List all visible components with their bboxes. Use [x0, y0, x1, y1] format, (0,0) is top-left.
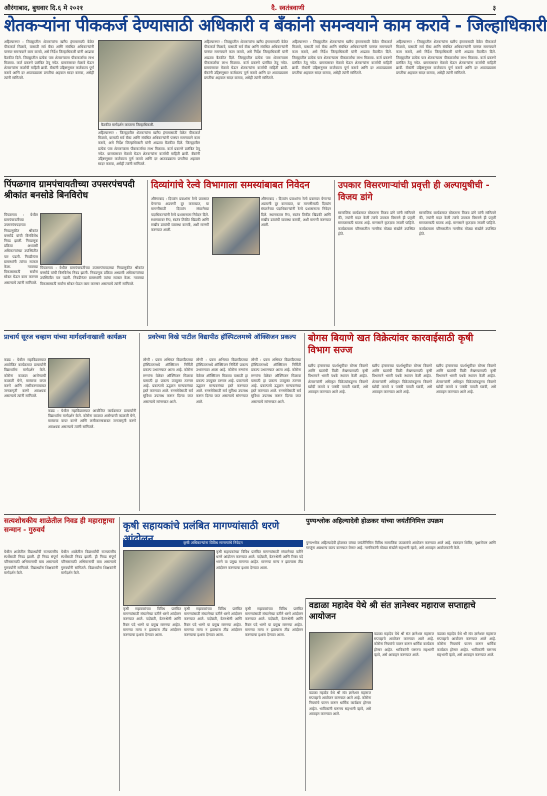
article-9-photo [123, 550, 215, 606]
article-2-body: औरंगाबाद : दिव्यांग प्रवाशांना रेल्वे प्रवासात येणाऱ्या अडचणी दूर कराव्यात, या मागणीसाठी दिव्यांग संघटनेच्या पदाधिकाऱ्यांनी रेल्वे प्रशासनाला निवेदन दिले. स्थानकावर रॅम्प, स्वतंत्र तिकीट खिडकी आणि राखीव डब्यांची व्यवस्था करावी, अशी मागणी करण्यात आली. [151, 197, 209, 233]
article-5-headline: प्रवरेच्या विखे पाटील विद्यापीठ हॉस्पिटलमध्ये ऑक्सिजन प्रकल्प [148, 333, 296, 341]
masthead [4, 0, 496, 15]
article-1-photo [40, 213, 82, 265]
article-6-headline: बोगस बियाणे खत विक्रेत्यांवर कारवाईसाठी कृषी विभाग सज्ज [308, 333, 474, 356]
article-2-photo [212, 197, 260, 255]
article-9-body-cont: कृषी सहायकांच्या विविध प्रलंबित मागण्यांसाठी संघटनेच्या वतीने धरणे आंदोलन करण्यात आले. पदोन्नती, वेतनश्रेणी आणि रिक्त पदे भरणे या प्रमुख मागण्या आहेत. मागण्या मान्य न झाल्यास तीव्र आंदोलन करण्याचा इशारा देण्यात आला. [123, 607, 181, 638]
article-8-body: येथील शाळेतील विद्यार्थ्यांची राज्यस्तरीय स्पर्धेसाठी निवड झाली. ही निवड संपूर्ण परिसरासाठी अभिमानाची बाब असल्याचे गुरुवर्यांनी सांगितले. विद्यार्थ्यांना शिक्षकांनी मार्गदर्शन केले. [4, 550, 58, 575]
divider [139, 333, 140, 511]
lead-headline: शेतकऱ्यांना पीककर्ज देण्यासाठी अधिकारी व बँकांनी समन्वयाने काम करावे - जिल्हाधिकारी [4, 16, 547, 36]
article-10-body-cont2: वडाळा महादेव येथे श्री संत ज्ञानेश्वर महाराज सप्ताहाचे आयोजन करण्यात आले आहे. कोरोना नियमांचे पालन करून धार्मिक कार्यक्रम होणार आहेत. भाविकांनी घरूनच सहभागी व्हावे, असे आवाहन करण्यात आले. [309, 691, 371, 716]
article-10-body-cont: वडाळा महादेव येथे श्री संत ज्ञानेश्वर महाराज सप्ताहाचे आयोजन करण्यात आले आहे. कोरोना नियमांचे पालन करून धार्मिक कार्यक्रम होणार आहेत. भाविकांनी घरूनच सहभागी व्हावे, असे आवाहन करण्यात आले. [437, 632, 496, 657]
divider [4, 330, 496, 331]
issue-date: औरंगाबाद, बुधवार दि.६ मे २०२१ [4, 3, 84, 12]
lead-body-col3: अहिल्यानगर : जिल्ह्यातील शेतकऱ्यांना खरीप हंगामासाठी वेळेत पीककर्ज मिळावे, यासाठी सर्व बँका आणि संबंधित अधिकाऱ्यांनी परस्पर समन्वयाने काम करावे, असे निर्देश जिल्हाधिकारी यांनी आढावा बैठकीत दिले. जिल्ह्यातील प्रत्येक पात्र शेतकऱ्याला पीककर्जाचा लाभ मिळावा. कर्ज प्रकरणे प्रलंबित ठेवू नयेत. ग्रामस्तरावर मेळावे घेऊन शेतकऱ्यांना कर्जाची माहिती द्यावी. बँकांनी उद्दिष्टानुसार कर्जवाटप पूर्ण करावे आणि दर आठवड्याला प्रगतीचा अहवाल सादर करावा, असेही त्यांनी सांगितले. [204, 40, 288, 81]
article-8-headline: सत्यशोधकीय शाळेतील निवड ही महाराष्ट्राचा सन्मान - गुरुवर्य [4, 517, 115, 534]
article-4-photo [48, 358, 90, 408]
article-9-subhead: कृषी अधिकाऱ्यांना विविध मागण्यांचे निवेदन [123, 540, 303, 547]
lead-photo [98, 40, 202, 130]
article-9-body-cont3: कृषी सहायकांच्या विविध प्रलंबित मागण्यांसाठी संघटनेच्या वतीने धरणे आंदोलन करण्यात आले. पदोन्नती, वेतनश्रेणी आणि रिक्त पदे भरणे या प्रमुख मागण्या आहेत. मागण्या मान्य न झाल्यास तीव्र आंदोलन करण्याचा इशारा देण्यात आला. [245, 607, 303, 638]
lead-body-col2: अहिल्यानगर : जिल्ह्यातील शेतकऱ्यांना खरीप हंगामासाठी वेळेत पीककर्ज मिळावे, यासाठी सर्व बँका आणि संबंधित अधिकाऱ्यांनी परस्पर समन्वयाने काम करावे, असे निर्देश जिल्हाधिकारी यांनी आढावा बैठकीत दिले. जिल्ह्यातील प्रत्येक पात्र शेतकऱ्याला पीककर्जाचा लाभ मिळावा. कर्ज प्रकरणे प्रलंबित ठेवू नयेत. ग्रामस्तरावर मेळावे घेऊन शेतकऱ्यांना कर्जाची माहिती द्यावी. बँकांनी उद्दिष्टानुसार कर्जवाटप पूर्ण करावे आणि दर आठवड्याला प्रगतीचा अहवाल सादर करावा, असेही त्यांनी सांगितले. [98, 131, 200, 167]
article-9-body: कृषी सहायकांच्या विविध प्रलंबित मागण्यांसाठी संघटनेच्या वतीने धरणे आंदोलन करण्यात आले. पदोन्नती, वेतनश्रेणी आणि रिक्त पदे भरणे या प्रमुख मागण्या आहेत. मागण्या मान्य न झाल्यास तीव्र आंदोलन करण्याचा इशारा देण्यात आला. [216, 550, 303, 570]
divider [119, 517, 120, 791]
lead-body-col1: अहिल्यानगर : जिल्ह्यातील शेतकऱ्यांना खरीप हंगामासाठी वेळेत पीककर्ज मिळावे, यासाठी सर्व बँका आणि संबंधित अधिकाऱ्यांनी परस्पर समन्वयाने काम करावे, असे निर्देश जिल्हाधिकारी यांनी आढावा बैठकीत दिले. जिल्ह्यातील प्रत्येक पात्र शेतकऱ्याला पीककर्जाचा लाभ मिळावा. कर्ज प्रकरणे प्रलंबित ठेवू नयेत. ग्रामस्तरावर मेळावे घेऊन शेतकऱ्यांना कर्जाची माहिती द्यावी. बँकांनी उद्दिष्टानुसार कर्जवाटप पूर्ण करावे आणि दर आठवड्याला प्रगतीचा अहवाल सादर करावा, असेही त्यांनी सांगितले. [4, 40, 94, 81]
article-5-body-cont2: लोणी : प्रवरा अभिमत विद्यापीठाच्या हॉस्पिटलमध्ये ऑक्सिजन निर्मिती प्रकल्प उभारण्यात आला आहे. कोरोना रुग्णांना वेळेवर ऑक्सिजन मिळावा यासाठी हा प्रकल्प उपयुक्त ठरणार आहे. प्रकल्पाचे उद्घाटन मान्यवरांच्या हस्ते करण्यात आले. रुग्णसेवेसाठी सर्व सुविधा उपलब्ध करून दिल्या जात असल्याचे सांगण्यात आले. [251, 358, 301, 404]
divider [147, 180, 148, 326]
paper-name: दै. स्वतंत्रवाणी [271, 3, 305, 12]
article-1-headline: पिंपळगाव ग्रामपंचायतीच्या उपसरपंचपदी श्रीकांत बनसोडे बिनविरोध [4, 180, 135, 201]
divider [304, 333, 305, 511]
article-3-body: सामाजिक कार्यक्रमात बोलताना विजय डांगे यांनी सांगितले की, ज्यांनी मदत केली त्यांचे उपकार विसरणे ही प्रवृत्ती समाजासाठी घातक आहे. माणसाने कृतज्ञता जपली पाहिजे. कार्यक्रमाला परिसरातील नागरिक मोठ्या संख्येने उपस्थित होते. [338, 211, 415, 236]
divider [306, 598, 496, 599]
article-6-body-cont: खरीप हंगामाच्या पार्श्वभूमीवर बोगस बियाणे आणि खतांची विक्री रोखण्यासाठी कृषी विभागाने भरारी पथके स्थापन केली आहेत. शेतकऱ्यांनी अधिकृत विक्रेत्यांकडूनच बियाणे खरेदी करावे व पक्की पावती घ्यावी, असे आवाहन करण्यात आले आहे. [372, 364, 432, 395]
article-3-body-cont: सामाजिक कार्यक्रमात बोलताना विजय डांगे यांनी सांगितले की, ज्यांनी मदत केली त्यांचे उपकार विसरणे ही प्रवृत्ती समाजासाठी घातक आहे. माणसाने कृतज्ञता जपली पाहिजे. कार्यक्रमाला परिसरातील नागरिक मोठ्या संख्येने उपस्थित होते. [419, 211, 496, 236]
article-2-body-cont: औरंगाबाद : दिव्यांग प्रवाशांना रेल्वे प्रवासात येणाऱ्या अडचणी दूर कराव्यात, या मागणीसाठी दिव्यांग संघटनेच्या पदाधिकाऱ्यांनी रेल्वे प्रशासनाला निवेदन दिले. स्थानकावर रॅम्प, स्वतंत्र तिकीट खिडकी आणि राखीव डब्यांची व्यवस्था करावी, अशी मागणी करण्यात आली. [261, 197, 331, 228]
article-1-body-cont: पिंपळगाव : येथील ग्रामपंचायतीच्या उपसरपंचपदाच्या निवडणुकीत श्रीकांत बनसोडे यांची बिनविरोध निवड झाली. निवडणूक प्रक्रिया अध्यासी अधिकाऱ्यांच्या उपस्थितीत पार पडली. निवडीनंतर ग्रामस्थांनी त्यांचा सत्कार केला. गावाच्या विकासासाठी सर्वांना सोबत घेऊन काम करणार असल्याचे त्यांनी सांगितले. [40, 266, 144, 286]
article-10-body: वडाळा महादेव येथे श्री संत ज्ञानेश्वर महाराज सप्ताहाचे आयोजन करण्यात आले आहे. कोरोना नियमांचे पालन करून धार्मिक कार्यक्रम होणार आहेत. भाविकांनी घरूनच सहभागी व्हावे, असे आवाहन करण्यात आले. [374, 632, 434, 657]
article-4-headline: प्राचार्य सूरज चव्हाण यांच्या मार्गदर्शनाखाली कार्यक्रम [4, 333, 127, 341]
article-4-body-cont: कन्नड : येथील महाविद्यालयात आयोजित कार्यक्रमात प्राचार्यांनी विद्यार्थ्यांना मार्गदर्शन केले. कोरोना काळात आरोग्याची काळजी घेणे, मास्कचा वापर करणे आणि लसीकरणाबाबत जनजागृती करणे आवश्यक असल्याचे त्यांनी सांगितले. [48, 409, 136, 429]
article-6-body: खरीप हंगामाच्या पार्श्वभूमीवर बोगस बियाणे आणि खतांची विक्री रोखण्यासाठी कृषी विभागाने भरारी पथके स्थापन केली आहेत. शेतकऱ्यांनी अधिकृत विक्रेत्यांकडूनच बियाणे खरेदी करावे व पक्की पावती घ्यावी, असे आवाहन करण्यात आले आहे. [308, 364, 368, 395]
article-2-headline: दिव्यांगांचे रेल्वे विभागाला समस्यांबाबत निवेदन [151, 180, 310, 191]
article-10-headline: वडाळा महादेव येथे श्री संत ज्ञानेश्वर महाराज सप्ताहाचे आयोजन [309, 601, 476, 622]
lead-body-col4: अहिल्यानगर : जिल्ह्यातील शेतकऱ्यांना खरीप हंगामासाठी वेळेत पीककर्ज मिळावे, यासाठी सर्व बँका आणि संबंधित अधिकाऱ्यांनी परस्पर समन्वयाने काम करावे, असे निर्देश जिल्हाधिकारी यांनी आढावा बैठकीत दिले. जिल्ह्यातील प्रत्येक पात्र शेतकऱ्याला पीककर्जाचा लाभ मिळावा. कर्ज प्रकरणे प्रलंबित ठेवू नयेत. ग्रामस्तरावर मेळावे घेऊन शेतकऱ्यांना कर्जाची माहिती द्यावी. बँकांनी उद्दिष्टानुसार कर्जवाटप पूर्ण करावे आणि दर आठवड्याला प्रगतीचा अहवाल सादर करावा, असेही त्यांनी सांगितले. [292, 40, 392, 76]
article-9-headline: कृषी सहायकांचे प्रलंबित मागण्यांसाठी धरणे [123, 521, 280, 532]
article-5-body: लोणी : प्रवरा अभिमत विद्यापीठाच्या हॉस्पिटलमध्ये ऑक्सिजन निर्मिती प्रकल्प उभारण्यात आला आहे. कोरोना रुग्णांना वेळेवर ऑक्सिजन मिळावा यासाठी हा प्रकल्प उपयुक्त ठरणार आहे. प्रकल्पाचे उद्घाटन मान्यवरांच्या हस्ते करण्यात आले. रुग्णसेवेसाठी सर्व सुविधा उपलब्ध करून दिल्या जात असल्याचे सांगण्यात आले. [143, 358, 193, 404]
page-number: ३ [492, 3, 496, 12]
article-8-body-cont: येथील शाळेतील विद्यार्थ्यांची राज्यस्तरीय स्पर्धेसाठी निवड झाली. ही निवड संपूर्ण परिसरासाठी अभिमानाची बाब असल्याचे गुरुवर्यांनी सांगितले. विद्यार्थ्यांना शिक्षकांनी मार्गदर्शन केले. [61, 550, 116, 575]
divider [4, 176, 496, 177]
divider [305, 598, 306, 791]
lead-body-col5: अहिल्यानगर : जिल्ह्यातील शेतकऱ्यांना खरीप हंगामासाठी वेळेत पीककर्ज मिळावे, यासाठी सर्व बँका आणि संबंधित अधिकाऱ्यांनी परस्पर समन्वयाने काम करावे, असे निर्देश जिल्हाधिकारी यांनी आढावा बैठकीत दिले. जिल्ह्यातील प्रत्येक पात्र शेतकऱ्याला पीककर्जाचा लाभ मिळावा. कर्ज प्रकरणे प्रलंबित ठेवू नयेत. ग्रामस्तरावर मेळावे घेऊन शेतकऱ्यांना कर्जाची माहिती द्यावी. बँकांनी उद्दिष्टानुसार कर्जवाटप पूर्ण करावे आणि दर आठवड्याला प्रगतीचा अहवाल सादर करावा, असेही त्यांनी सांगितले. [396, 40, 496, 76]
article-5-body-cont: लोणी : प्रवरा अभिमत विद्यापीठाच्या हॉस्पिटलमध्ये ऑक्सिजन निर्मिती प्रकल्प उभारण्यात आला आहे. कोरोना रुग्णांना वेळेवर ऑक्सिजन मिळावा यासाठी हा प्रकल्प उपयुक्त ठरणार आहे. प्रकल्पाचे उद्घाटन मान्यवरांच्या हस्ते करण्यात आले. रुग्णसेवेसाठी सर्व सुविधा उपलब्ध करून दिल्या जात असल्याचे सांगण्यात आले. [196, 358, 248, 404]
article-10-photo [309, 632, 373, 690]
article-9-body-cont2: कृषी सहायकांच्या विविध प्रलंबित मागण्यांसाठी संघटनेच्या वतीने धरणे आंदोलन करण्यात आले. पदोन्नती, वेतनश्रेणी आणि रिक्त पदे भरणे या प्रमुख मागण्या आहेत. मागण्या मान्य न झाल्यास तीव्र आंदोलन करण्याचा इशारा देण्यात आला. [184, 607, 242, 638]
article-1-body: पिंपळगाव : येथील ग्रामपंचायतीच्या उपसरपंचपदाच्या निवडणुकीत श्रीकांत बनसोडे यांची बिनविरोध निवड झाली. निवडणूक प्रक्रिया अध्यासी अधिकाऱ्यांच्या उपस्थितीत पार पडली. निवडीनंतर ग्रामस्थांनी त्यांचा सत्कार केला. गावाच्या विकासासाठी सर्वांना सोबत घेऊन काम करणार असल्याचे त्यांनी सांगितले. [4, 213, 38, 285]
lead-photo-caption: बैठकीत मार्गदर्शन करताना जिल्हाधिकारी. [99, 122, 201, 129]
article-7-body: पुण्यश्लोक अहिल्यादेवी होळकर यांच्या जयंतीनिमित्त विविध सामाजिक उपक्रमांचे आयोजन करण्यात आले आहे. रक्तदान शिबिर, वृक्षारोपण आणि गरजूंना अन्नधान्य वाटप करण्यात येणार आहे. नागरिकांनी मोठ्या संख्येने सहभागी व्हावे, असे आवाहन आयोजकांनी केले. [306, 541, 496, 551]
divider [334, 180, 335, 326]
divider [4, 514, 496, 515]
article-3-headline: उपकार विसरणाऱ्यांची प्रवृत्ती ही अल्पायुषीची - विजय डांगे [338, 181, 490, 203]
article-6-body-cont2: खरीप हंगामाच्या पार्श्वभूमीवर बोगस बियाणे आणि खतांची विक्री रोखण्यासाठी कृषी विभागाने भरारी पथके स्थापन केली आहेत. शेतकऱ्यांनी अधिकृत विक्रेत्यांकडूनच बियाणे खरेदी करावे व पक्की पावती घ्यावी, असे आवाहन करण्यात आले आहे. [436, 364, 496, 395]
article-4-body: कन्नड : येथील महाविद्यालयात आयोजित कार्यक्रमात प्राचार्यांनी विद्यार्थ्यांना मार्गदर्शन केले. कोरोना काळात आरोग्याची काळजी घेणे, मास्कचा वापर करणे आणि लसीकरणाबाबत जनजागृती करणे आवश्यक असल्याचे त्यांनी सांगितले. [4, 358, 46, 399]
article-7-headline: पुण्यश्लोक अहिल्यादेवी होळकर यांच्या जयंतीनिमित्त उपक्रम [306, 517, 444, 525]
